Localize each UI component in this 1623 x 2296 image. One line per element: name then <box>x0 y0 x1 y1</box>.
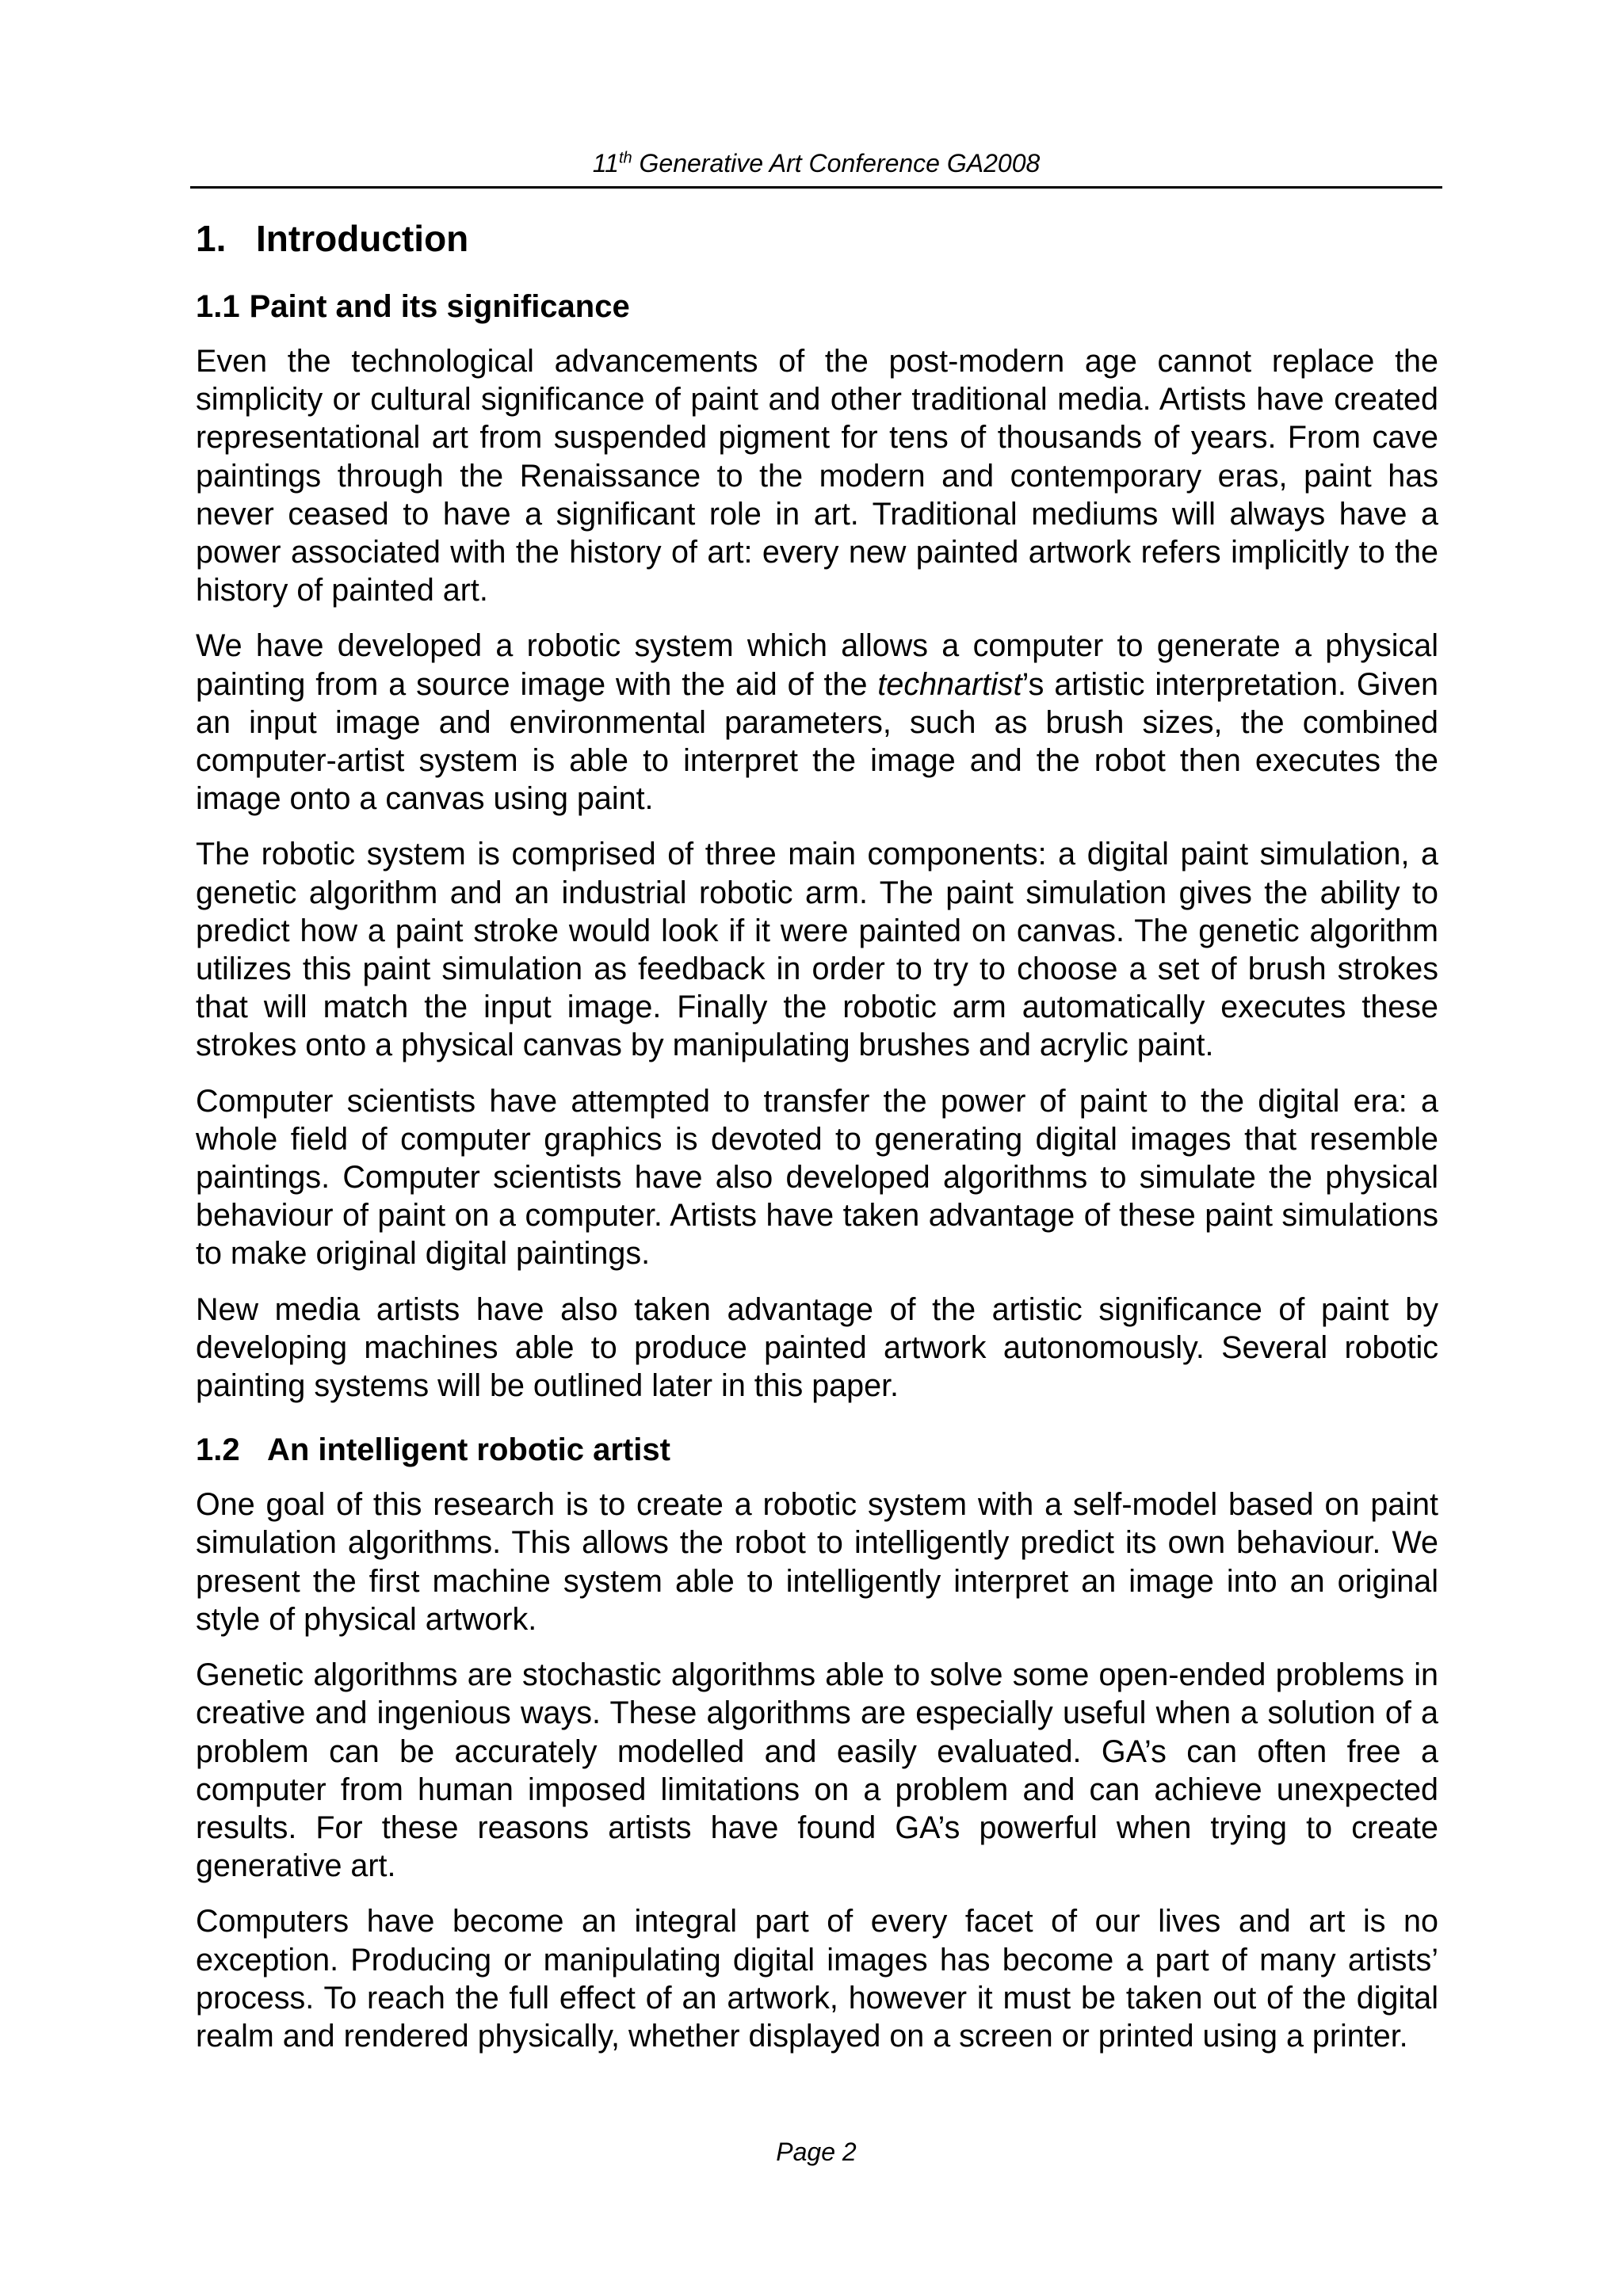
paragraph-genetic-algorithms: Genetic algorithms are stochastic algorithms able to solve some open-ended problems in creative and ingenious ways. These algorithms are especially useful when a solution of a problem can be accurately modelled and easily evaluated. GA’s can often free a computer from human imposed limitations on a problem and can achieve unexpected results. For these reasons artists have found GA’s powerful when trying to create generative art. <box>196 1657 1438 1884</box>
subsection-title: Paint and its significance <box>249 289 630 324</box>
paragraph-computer-scientists: Computer scientists have attempted to transfer the power of paint to the digital era: a whole field of computer graphics is devoted to generating digital images that resemble paintings. Computer scientists have also developed algorithms to simulate the physical behaviour of paint on a computer. Artists have taken advantage of these paint simulations to make original digital paintings. <box>196 1083 1438 1272</box>
header-ordinal-suffix: th <box>618 149 632 167</box>
section-title: Introduction <box>256 218 469 259</box>
paragraph-components: The robotic system is comprised of three main components: a digital paint simulation, a genetic algorithm and an industrial robotic arm. The paint simulation gives the ability to predict how a paint stroke would look if it were painted on canvas. The genetic algorithm utilizes this paint simulation as feedback in order to try to choose a set of brush strokes that will match the input image. Finally the robotic arm automatically executes these strokes onto a physical canvas by manipulating brushes and acrylic paint. <box>196 837 1438 1063</box>
subsection-number: 1.2 <box>196 1432 240 1468</box>
paragraph-computers-in-art: Computers have become an integral part of every facet of our lives and art is no exception. Producing or manipulating digital images has become a part of many artists’ process. To reach the full effect of an artwork, however it must be taken out of the digital realm and rendered physically, whether displayed on a screen or printed using a printer. <box>196 1904 1438 2054</box>
subsection-number: 1.1 <box>196 289 240 324</box>
header-ordinal: 11 <box>592 149 619 177</box>
paragraph-research-goal: One goal of this research is to create a robotic system with a self-model based on paint simulation algorithms. This allows the robot to intelligently predict its own behaviour. We present the first machine system able to intelligently interpret an image into an original style of physical artwork. <box>196 1487 1438 1637</box>
paragraph-text: ’s artistic interpretation. Given an input image and environmental parameters, such as brush sizes, the combined computer-artist system is able to interpret the image and the robot then executes the image onto a canvas using paint. <box>196 666 1439 817</box>
section-heading-introduction <box>196 204 1438 273</box>
section-number: 1. <box>196 218 227 259</box>
paragraph-robotic-system <box>196 627 1438 818</box>
emphasis-technartist: technartist <box>877 666 1022 702</box>
body-content <box>196 204 1438 2073</box>
subsection-heading-paint <box>196 279 1438 334</box>
header-rule <box>190 186 1442 189</box>
subsection-title: An intelligent robotic artist <box>267 1432 670 1468</box>
paragraph-new-media-artists: New media artists have also taken advantage of the artistic significance of paint by developing machines able to produce painted artwork autonomously. Several robotic painting systems will be outlined later in this paper. <box>196 1291 1438 1404</box>
paragraph-paint-history: Even the technological advancements of the post-modern age cannot replace the simplicity or cultural significance of paint and other traditional media. Artists have created representational art from suspended pigment for tens of thousands of years. From cave paintings through the Renaissance to the modern and contemporary eras, paint has never ceased to have a significant role in art. Traditional mediums will always have a power associated with the history of art: every new painted artwork refers implicitly to the history of painted art. <box>196 344 1438 608</box>
running-header <box>190 144 1442 182</box>
page-number: Page 2 <box>776 2138 857 2166</box>
paragraph-text: We have developed a robotic system which allows a computer to generate a physical painting from a source image with the aid of the <box>196 628 1438 702</box>
header-conference-name: Generative Art Conference GA2008 <box>632 149 1041 177</box>
subsection-heading-robotic-artist <box>196 1422 1438 1478</box>
